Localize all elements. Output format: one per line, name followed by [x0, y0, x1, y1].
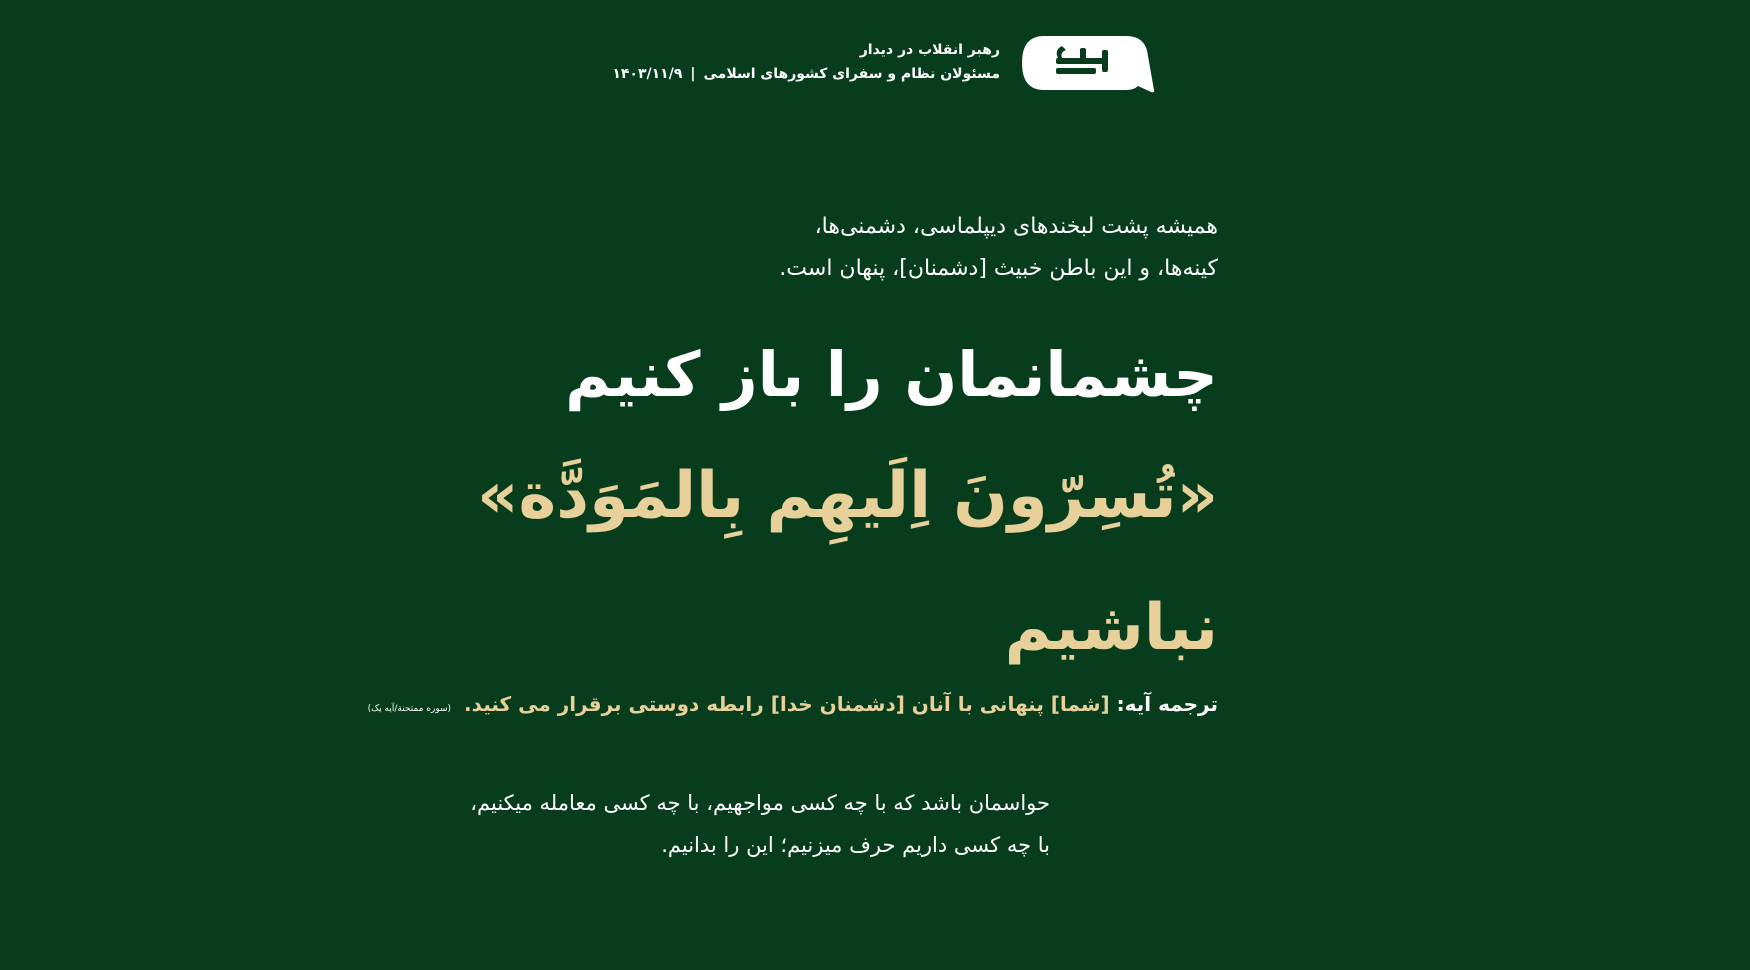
headline-quran-quote: «تُسِرّونَ اِلَیهِم بِالمَوَدَّة» — [477, 459, 1218, 533]
source-line-2: مسئولان نظام و سفرای کشورهای اسلامی — [703, 66, 1000, 82]
headline-white: چشمانمان را باز کنیم — [565, 338, 1218, 411]
translation-reference: (سوره ممتحنة/آیه یک) — [367, 704, 452, 714]
intro-line-1: همیشه پشت لبخندهای دیپلماسی، دشمنی‌ها، — [814, 214, 1218, 239]
closing-text — [430, 782, 1050, 866]
intro-line-2: کینه‌ها، و این باطن خبیث [دشمنان]، پنهان است. — [779, 256, 1218, 281]
source-line-1: رهبر انقلاب در دیدار — [859, 42, 1000, 58]
logo-speech-bubble-icon — [1018, 32, 1178, 100]
closing-line-1: حواسمان باشد که با چه کسی مواجهیم، با چه کسی معامله میکنیم، — [470, 791, 1050, 815]
source-date: ۱۴۰۳/۱۱/۹ — [612, 66, 683, 82]
translation-label: ترجمه آیه: — [1116, 692, 1218, 716]
verse-translation — [367, 688, 1218, 725]
headline-gold: نباشیم — [1004, 591, 1218, 665]
closing-line-2: با چه کسی داریم حرف میزنیم؛ این را بدانیم. — [661, 833, 1050, 857]
source-separator: | — [690, 66, 696, 82]
event-source — [540, 38, 1000, 86]
intro-text — [698, 206, 1218, 290]
translation-text: [شما] پنهانی با آنان [دشمنان خدا] رابطه دوستی برقرار می کنید. — [464, 692, 1110, 716]
